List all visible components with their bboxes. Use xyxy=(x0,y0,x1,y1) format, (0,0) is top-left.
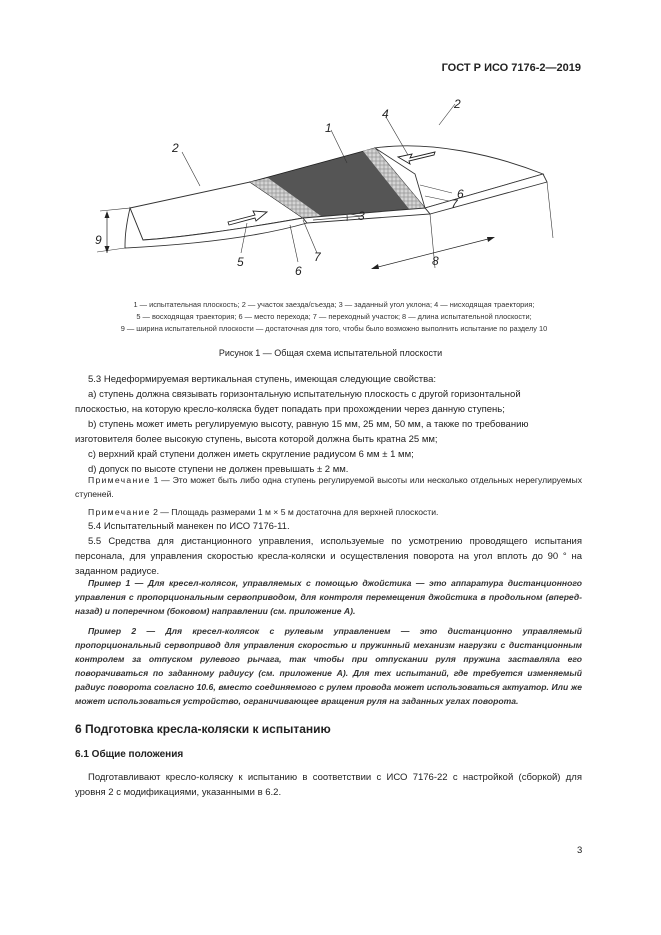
example-2: Пример 2 — Для кресел-колясок с рулевым управлением — это дистанционно управляемый пропорциональный сервопривод для управления скоростью и пружинный механизм нагрузки с дистанционным контролем за отпуском рулевого рычага, так чтобы при отпускании руля пружина заставляла его поворачиваться по заданному радиусу (см. приложение А). Для тех испытаний, где требуется изменяемый радиус поворота согласно 10.6, вместо соединяемого с рулем провода может использоваться актуатор. Или же может использоваться устройство, ограничивающее вращения руля на заданных углах поворота. xyxy=(75,626,582,706)
item-b-line2: изготовителя более высокую ступень, высота которой должна быть кратна 25 мм; xyxy=(75,434,438,445)
section-6-heading xyxy=(75,722,582,737)
note-1 xyxy=(75,473,582,501)
paragraph-5-5: 5.5 Средства для дистанционного управления, используемые по усмотрению проводящего испытания персонала, для управления скоростью кресла-коляски и осуществления поворота на угол вплоть до 90 ° на заданном радиусе. xyxy=(75,536,582,577)
heading-section-6: 6 Подготовка кресла-коляски к испытанию xyxy=(75,722,331,736)
test-plane-diagram xyxy=(85,90,575,280)
label-6-bottom: 6 xyxy=(295,264,302,278)
note-2-text: 2 — Площадь размерами 1 м × 5 м достаточна для верхней плоскости. xyxy=(150,507,439,517)
label-4: 4 xyxy=(382,107,389,121)
standard-designation: ГОСТ Р ИСО 7176-2—2019 xyxy=(441,62,581,74)
paragraph-5-4: 5.4 Испытательный манекен по ИСО 7176-11. xyxy=(88,521,290,532)
item-d: d) допуск по высоте ступени не должен превышать ± 2 мм. xyxy=(88,464,349,475)
legend-line: 9 — ширина испытательной плоскости — достаточная для того, чтобы было возможно выполнить испытание по разделу 10 xyxy=(120,324,548,333)
section-5-3 xyxy=(75,372,582,477)
paragraph-6-1: Подготавливают кресло-коляску к испытанию в соответствии с ИСО 7176-22 с настройкой (сборкой) для уровня 2 с модификациями, указанными в 6.2. xyxy=(75,772,582,798)
item-a-line2: плоскостью, на которую кресло-коляска будет попадать при прохождении через данную ступень; xyxy=(75,404,505,415)
note-1-text: 1 — Это может быть либо одна ступень регулируемой высоты или несколько отдельных нерегулируемых ступеней. xyxy=(75,475,582,499)
label-8: 8 xyxy=(432,254,439,268)
item-c: c) верхний край ступени должен иметь скругление радиусом 6 мм ± 1 мм; xyxy=(88,449,414,460)
label-9: 9 xyxy=(95,233,102,247)
figure-caption: Рисунок 1 — Общая схема испытательной плоскости xyxy=(218,348,443,358)
paragraph-5-3: 5.3 Недеформируемая вертикальная ступень, имеющая следующие свойства: xyxy=(88,374,437,385)
note-label: Примечание xyxy=(88,475,151,485)
examples xyxy=(75,576,582,708)
item-a-line1: a) ступень должна связывать горизонтальную испытательную плоскость с другой горизонтальной xyxy=(88,389,521,400)
note-label: Примечание xyxy=(88,507,151,517)
heading-6-1: 6.1 Общие положения xyxy=(75,749,184,760)
section-6-1 xyxy=(75,747,582,800)
note-2 xyxy=(75,505,582,519)
label-1: 1 xyxy=(325,121,332,135)
example-1: Пример 1 — Для кресел-колясок, управляемых с помощью джойстика — это аппаратура дистанционного управления с пропорциональным сервоприводом, для контроля перемещения джойстика в продольном (вперед-назад) и поперечном (боковом) направлении (см. приложение А). xyxy=(75,578,582,616)
section-5-4-5-5 xyxy=(75,519,582,579)
figure-legend xyxy=(54,299,614,335)
notes xyxy=(75,473,582,519)
legend-line: 1 — испытательная плоскость; 2 — участок заезда/съезда; 3 — заданный угол уклона; 4 — нисходящая траектория; xyxy=(133,300,535,309)
label-2-right: 2 xyxy=(454,97,461,111)
label-7-bottom: 7 xyxy=(314,250,321,264)
page-number: 3 xyxy=(577,845,583,856)
legend-line: 5 — восходящая траектория; 6 — место перехода; 7 — переходный участок; 8 — длина испытательной плоскости; xyxy=(136,312,532,321)
label-6-right: 6 xyxy=(457,187,464,201)
label-7-right: 7 xyxy=(451,197,458,211)
label-5: 5 xyxy=(237,255,244,269)
label-3: 3 xyxy=(358,209,365,223)
item-b-line1: b) ступень может иметь регулируемую высоту, равную 15 мм, 25 мм, 50 мм, а также по требованию xyxy=(88,419,529,430)
label-2-left: 2 xyxy=(172,141,179,155)
